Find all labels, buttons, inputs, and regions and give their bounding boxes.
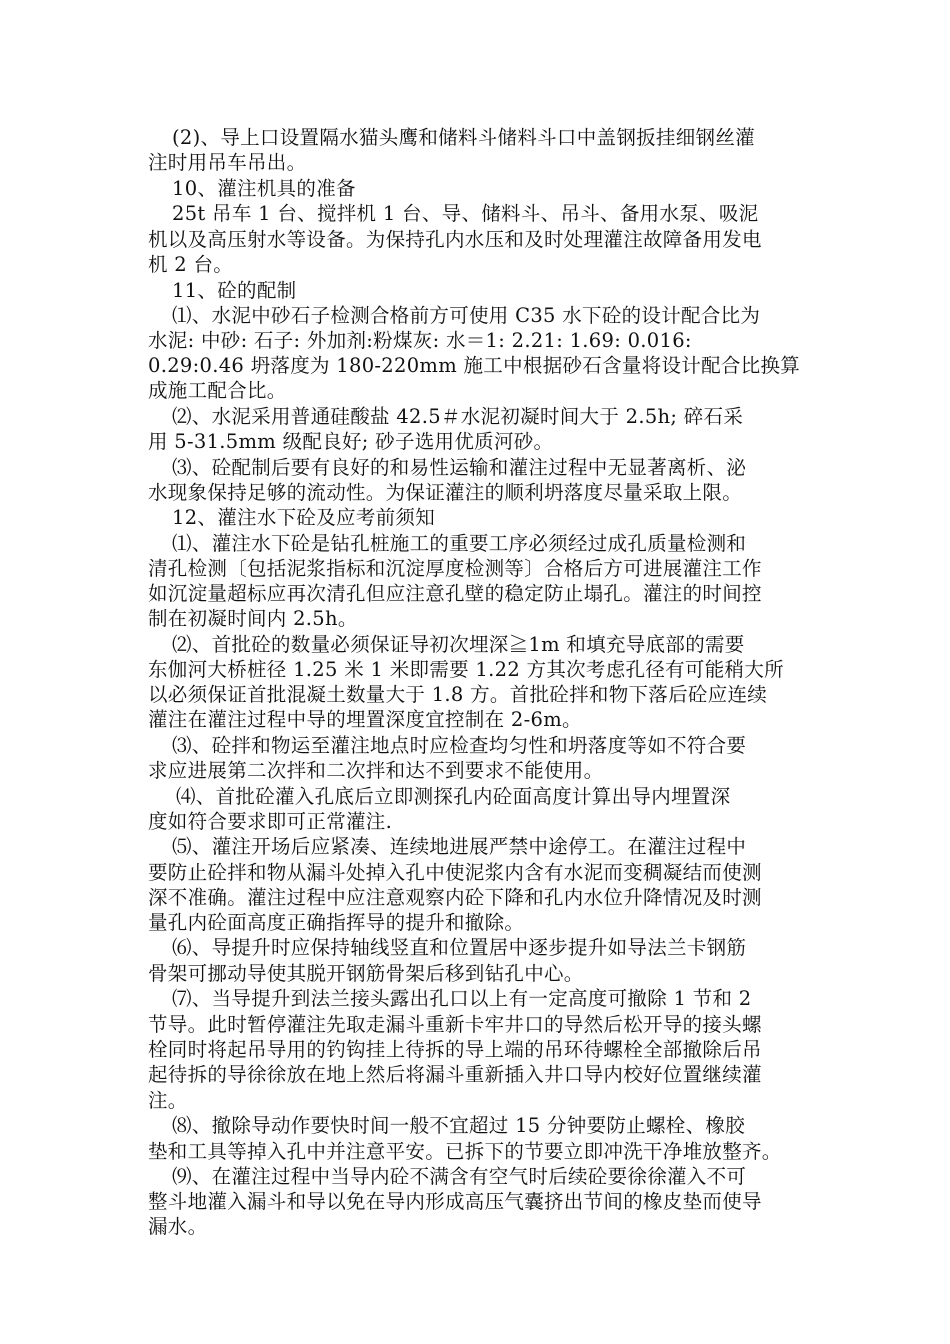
text-line: ⑵、水泥采用普通硅酸盐 42.5＃水泥初凝时间大于 2.5h; 碎石采	[172, 405, 744, 428]
text-line: 机 2 台。	[148, 253, 234, 276]
text-line: 0.29:0.46 坍落度为 180-220mm 施工中根据砂石含量将设计配合比换算	[148, 354, 801, 377]
text-line: 清孔检测〔包括泥浆指标和沉淀厚度检测等〕合格后方可进展灌注工作	[148, 557, 762, 580]
text-line: 如沉淀量超标应再次清孔但应注意孔壁的稳定防止塌孔。灌注的时间控	[148, 582, 762, 605]
section-heading: 12、灌注水下砼及应考前须知	[172, 506, 436, 529]
text-line: 量孔内砼面高度正确指挥导的提升和撤除。	[148, 911, 525, 934]
text-line: 成施工配合比。	[148, 379, 287, 402]
text-line: 垫和工具等掉入孔中并注意平安。已拆下的节要立即冲洗干净堆放整齐。	[148, 1140, 782, 1163]
text-line: 水现象保持足够的流动性。为保证灌注的顺利坍落度尽量采取上限。	[148, 481, 743, 504]
text-line: 25t 吊车 1 台、搅拌机 1 台、导、储料斗、吊斗、备用水泵、吸泥	[172, 202, 759, 225]
text-line: 注。	[148, 1089, 188, 1112]
text-line: 制在初凝时间内 2.5h。	[148, 607, 358, 630]
text-line: 求应进展第二次拌和二次拌和达不到要求不能使用。	[148, 759, 604, 782]
text-line: 东伽河大桥桩径 1.25 米 1 米即需要 1.22 方其次考虑孔径有可能稍大所	[148, 658, 784, 681]
text-line: 整斗地灌入漏斗和导以免在导内形成高压气囊挤出节间的橡皮垫而使导	[148, 1190, 762, 1213]
text-line: ⑶、砼拌和物运至灌注地点时应检查均匀性和坍落度等如不符合要	[172, 734, 747, 757]
text-line: 度如符合要求即可正常灌注.	[148, 810, 393, 833]
text-line: 要防止砼拌和物从漏斗处掉入孔中使泥浆内含有水泥而变稠凝结而使测	[148, 861, 762, 884]
text-line: 漏水。	[148, 1215, 208, 1238]
text-line: (2)、导上口设置隔水猫头鹰和储料斗储料斗口中盖钢扳挂细钢丝灌	[172, 126, 755, 149]
text-line: ⑷、首批砼灌入孔底后立即测探孔内砼面高度计算出导内埋置深	[176, 785, 731, 808]
text-line: 灌注在灌注过程中导的埋置深度宜控制在 2-6m。	[148, 708, 582, 731]
text-line: 栓同时将起吊导用的钓钩挂上待拆的导上端的吊环待螺栓全部撤除后吊	[148, 1038, 762, 1061]
text-line: ⑹、导提升时应保持轴线竖直和位置居中逐步提升如导法兰卡钢筋	[172, 936, 747, 959]
text-line: 深不准确。灌注过程中应注意观察内砼下降和孔内水位升降情况及时测	[148, 886, 762, 909]
text-line: 节导。此时暂停灌注先取走漏斗重新卡牢井口的导然后松开导的接头螺	[148, 1013, 762, 1036]
text-line: 起待拆的导徐徐放在地上然后将漏斗重新插入井口导内校好位置继续灌	[148, 1063, 762, 1086]
section-heading: 10、灌注机具的准备	[172, 177, 356, 200]
text-line: ⑼、在灌注过程中当导内砼不满含有空气时后续砼要徐徐灌入不可	[172, 1165, 747, 1188]
text-line: 用 5-31.5mm 级配良好; 砂子选用优质河砂。	[148, 430, 554, 453]
text-line: ⑴、灌注水下砼是钻孔桩施工的重要工序必须经过成孔质量检测和	[172, 532, 747, 555]
text-line: 骨架可挪动导使其脱开钢筋骨架后移到钻孔中心。	[148, 962, 584, 985]
text-line: ⑺、当导提升到法兰接头露出孔口以上有一定高度可撤除 1 节和 2	[172, 987, 752, 1010]
text-line: ⑴、水泥中砂石子检测合格前方可使用 C35 水下砼的设计配合比为	[172, 304, 761, 327]
text-line: 机以及高压射水等设备。为保持孔内水压和及时处理灌注故障备用发电	[148, 228, 762, 251]
text-line: 注时用吊车吊出。	[148, 151, 307, 174]
text-line: ⑶、砼配制后要有良好的和易性运输和灌注过程中无显著离析、泌	[172, 456, 747, 479]
text-line: 以必须保证首批混凝土数量大于 1.8 方。首批砼拌和物下落后砼应连续	[148, 683, 768, 706]
text-line: 水泥: 中砂: 石子: 外加剂:粉煤灰: 水＝1: 2.21: 1.69: 0.016:	[148, 329, 692, 352]
section-heading: 11、砼的配制	[172, 279, 297, 302]
text-line: ⑵、首批砼的数量必须保证导初次埋深≧1m 和填充导底部的需要	[172, 633, 745, 656]
text-line: ⑸、灌注开场后应紧凑、连续地进展严禁中途停工。在灌注过程中	[172, 835, 747, 858]
text-line: ⑻、撤除导动作要快时间一般不宜超过 15 分钟要防止螺栓、橡胶	[172, 1114, 746, 1137]
